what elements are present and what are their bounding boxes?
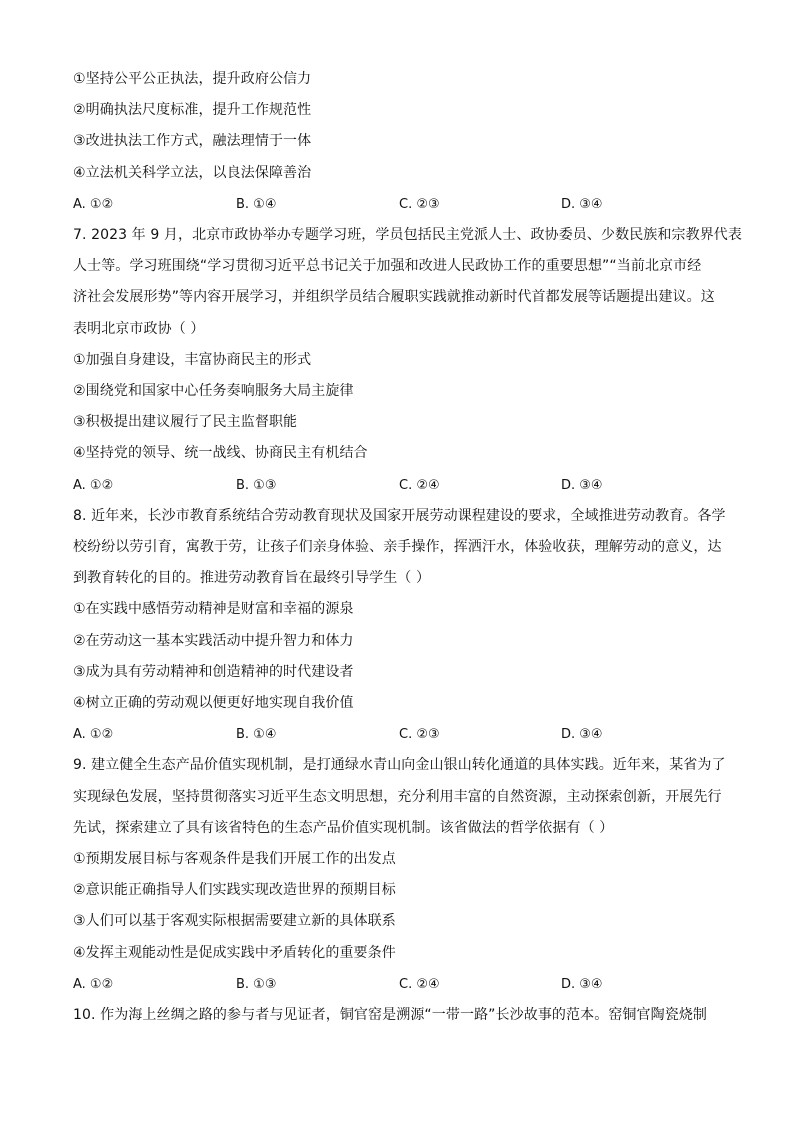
- question-stem-line: 表明北京市政协（ ）: [73, 320, 205, 337]
- option-1: ①坚持公平公正执法，提升政府公信力: [73, 71, 312, 87]
- answer-choices: [73, 189, 723, 220]
- question-stem-line: 人士等。学习班围绕“学习贯彻习近平总书记关于加强和改进人民政协工作的重要思想”“当前北京市经: [73, 258, 702, 275]
- option-4: ④坚持党的领导、统一战线、协商民主有机结合: [73, 445, 368, 462]
- question-10: [73, 1000, 723, 1031]
- option-1: ①在实践中感悟劳动精神是财富和幸福的源泉: [73, 601, 354, 618]
- answer-choices: [73, 470, 723, 501]
- option-1: ①预期发展目标与客观条件是我们开展工作的出发点: [73, 851, 396, 868]
- option-1: ①加强自身建设，丰富协商民主的形式: [73, 351, 312, 368]
- question-stem-line: 先试，探索建立了具有该省特色的生态产品价值实现机制。该省做法的哲学依据有（ ）: [73, 819, 614, 836]
- answer-c: C. ②③: [399, 196, 440, 212]
- answer-d: D. ③④: [561, 477, 603, 493]
- question-9: [73, 750, 726, 1000]
- option-4: ④发挥主观能动性是促成实践中矛盾转化的重要条件: [73, 944, 396, 961]
- question-stem-line: 到教育转化的目的。推进劳动教育旨在最终引导学生（ ）: [73, 570, 431, 587]
- answer-choices: [73, 969, 723, 1000]
- answer-a: A. ①②: [73, 196, 114, 212]
- option-3: ③积极提出建议履行了民主监督职能: [73, 414, 298, 431]
- answer-choices: [73, 719, 723, 750]
- answer-c: C. ②③: [399, 727, 440, 743]
- question-stem-line: 7. 2023 年 9 月，北京市政协举办专题学习班，学员包括民主党派人士、政协委员、少数民族和宗教界代表: [73, 227, 742, 244]
- answer-d: D. ③④: [561, 976, 603, 992]
- answer-c: C. ②④: [399, 976, 440, 992]
- answer-b: B. ①④: [236, 727, 277, 743]
- answer-a: A. ①②: [73, 976, 114, 992]
- answer-b: B. ①④: [236, 196, 277, 212]
- option-2: ②在劳动这一基本实践活动中提升智力和体力: [73, 632, 354, 649]
- answer-d: D. ③④: [561, 196, 603, 212]
- option-3: ③改进执法工作方式，融法理情于一体: [73, 133, 312, 150]
- answer-a: A. ①②: [73, 727, 114, 743]
- option-4: ④立法机关科学立法，以良法保障善治: [73, 164, 312, 181]
- exam-page: [73, 64, 742, 1031]
- question-stem-line: 实现绿色发展，坚持贯彻落实习近平生态文明思想，充分利用丰富的自然资源，主动探索创新，开展先行: [73, 788, 722, 805]
- question-stem-line: 10. 作为海上丝绸之路的参与者与见证者，铜官窑是溯源“一带一路”长沙故事的范本。窑铜官陶瓷烧制: [73, 1007, 708, 1024]
- question-7: [73, 220, 742, 501]
- question-6: [73, 64, 723, 220]
- option-3: ③成为具有劳动精神和创造精神的时代建设者: [73, 663, 354, 680]
- answer-b: B. ①③: [236, 976, 277, 992]
- question-8: [73, 501, 726, 751]
- question-stem-line: 济社会发展形势”等内容开展学习，并组织学员结合履职实践就推动新时代首都发展等话题提出建议。这: [73, 289, 715, 306]
- answer-d: D. ③④: [561, 727, 603, 743]
- option-2: ②围绕党和国家中心任务奏响服务大局主旋律: [73, 383, 354, 400]
- option-4: ④树立正确的劳动观以便更好地实现自我价值: [73, 695, 354, 712]
- answer-c: C. ②④: [399, 477, 440, 493]
- option-2: ②意识能正确指导人们实践实现改造世界的预期目标: [73, 882, 396, 899]
- option-3: ③人们可以基于客观实际根据需要建立新的具体联系: [73, 913, 396, 930]
- option-2: ②明确执法尺度标准，提升工作规范性: [73, 102, 312, 119]
- answer-a: A. ①②: [73, 477, 114, 493]
- answer-b: B. ①③: [236, 477, 277, 493]
- question-stem-line: 校纷纷以劳引育，寓教于劳，让孩子们亲身体验、亲手操作，挥洒汗水，体验收获，理解劳动的意义，达: [73, 539, 722, 556]
- question-stem-line: 8. 近年来，长沙市教育系统结合劳动教育现状及国家开展劳动课程建设的要求，全域推进劳动教育。各学: [73, 507, 726, 524]
- question-stem-line: 9. 建立健全生态产品价值实现机制，是打通绿水青山向金山银山转化通道的具体实践。近年来，某省为了: [73, 757, 726, 774]
